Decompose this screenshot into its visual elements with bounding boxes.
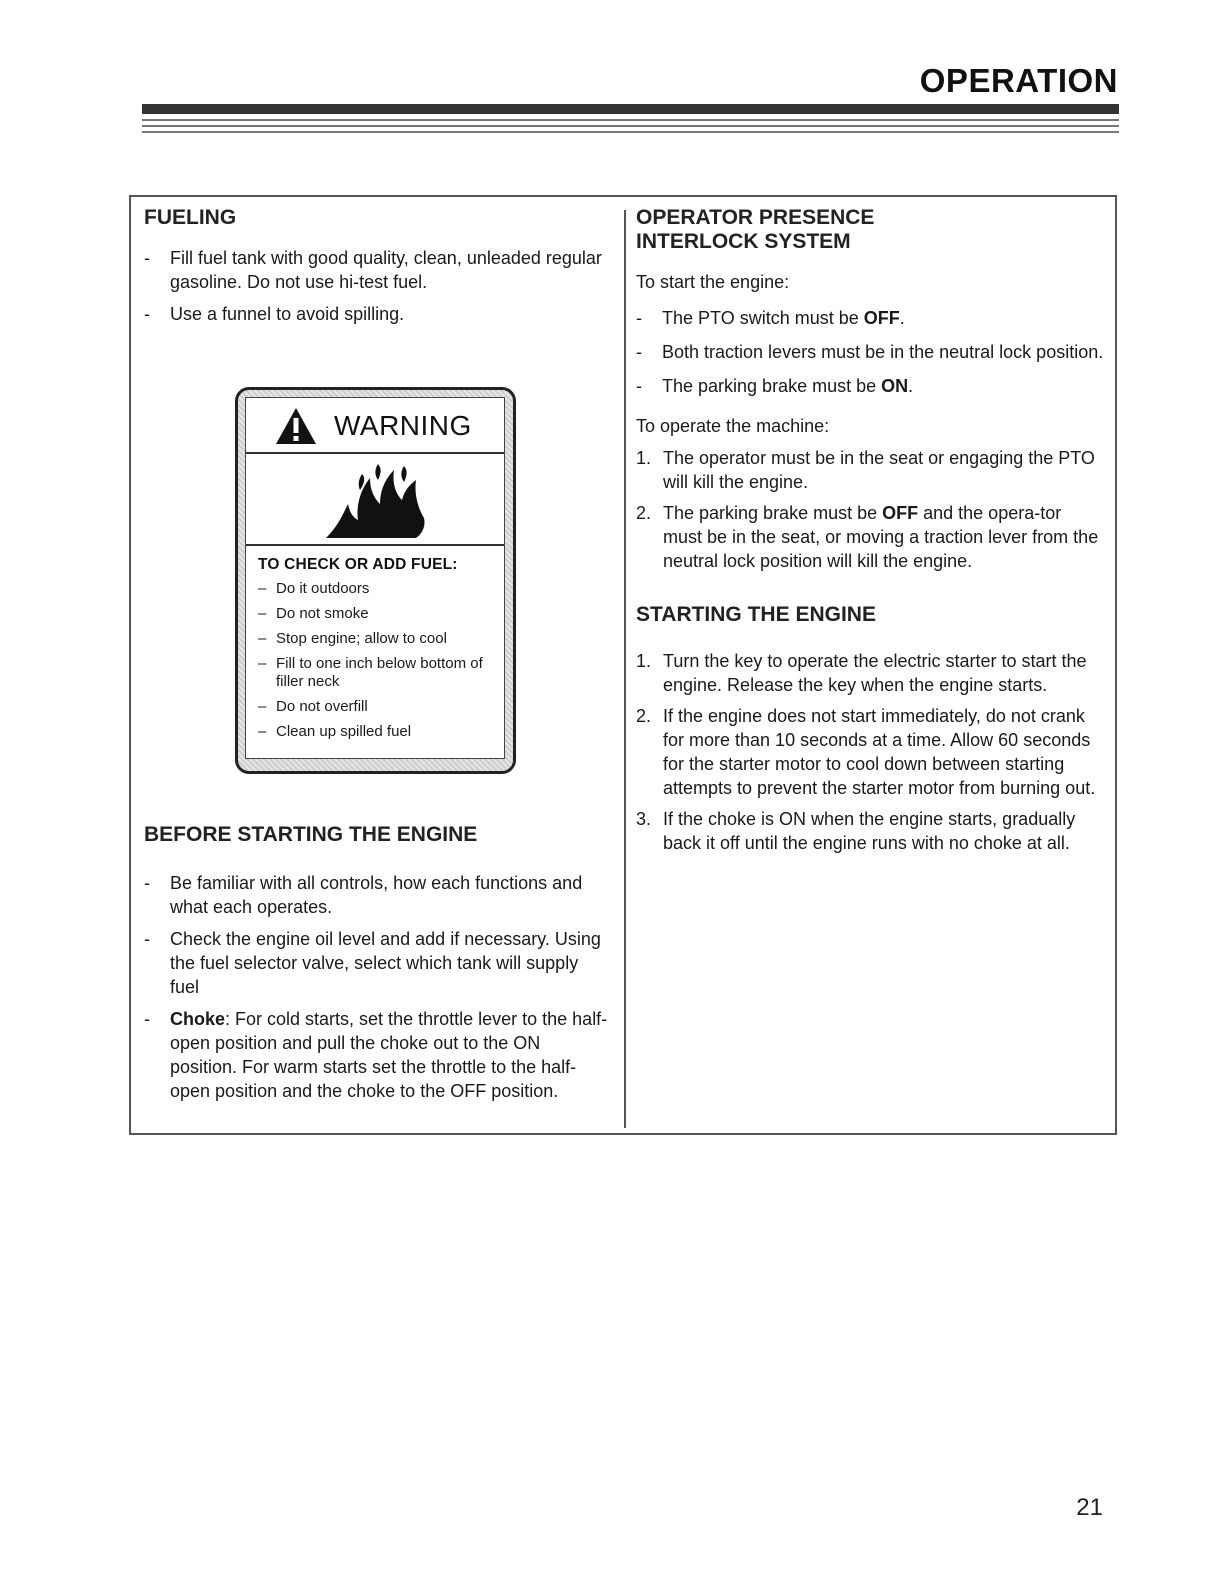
choke-label: Choke xyxy=(170,1009,226,1029)
column-divider xyxy=(624,210,626,1128)
list-item: – Do not smoke xyxy=(258,605,498,623)
text: . xyxy=(908,376,914,396)
operate-conditions-list xyxy=(636,446,1104,573)
item-number: 1. xyxy=(636,448,652,468)
list-item xyxy=(144,1007,612,1103)
item-number: 2. xyxy=(636,706,652,726)
list-item: – Do it outdoors xyxy=(258,580,498,598)
text: . xyxy=(899,308,905,328)
warning-triangle-icon xyxy=(274,406,318,446)
interlock-heading-line1: OPERATOR PRESENCE xyxy=(636,206,875,229)
bold-text: OFF xyxy=(863,308,900,328)
item-number: 1. xyxy=(636,651,652,671)
list-item: - Use a funnel to avoid spilling. xyxy=(144,302,612,326)
list-item: – Fill to one inch below bottom of filler neck xyxy=(258,655,498,691)
warning-subhead: TO CHECK OR ADD FUEL: xyxy=(258,556,458,573)
text: The parking brake must be xyxy=(662,376,882,396)
text: The parking brake must be xyxy=(663,503,883,523)
page-number: 21 xyxy=(1076,1494,1103,1521)
start-intro: To start the engine: xyxy=(636,272,790,292)
list-item: - Fill fuel tank with good quality, clean, unleaded regular gasoline. Do not use hi-test fuel. xyxy=(144,246,612,294)
page-title: OPERATION xyxy=(919,62,1118,99)
list-item xyxy=(636,374,1104,398)
warning-body xyxy=(258,556,498,748)
list-item xyxy=(636,704,1104,800)
header-rule-thick xyxy=(142,104,1119,114)
text: The operator must be in the seat or engaging the PTO will kill the engine. xyxy=(663,448,1095,492)
list-item xyxy=(636,807,1104,855)
bold-text: OFF xyxy=(882,503,919,523)
list-item: - Check the engine oil level and add if necessary. Using the fuel selector valve, select which tank will supply fuel xyxy=(144,927,612,999)
warning-header xyxy=(246,398,504,454)
header-rule-thin xyxy=(142,131,1119,133)
bold-text: ON xyxy=(881,376,909,396)
before-starting-heading: BEFORE STARTING THE ENGINE xyxy=(144,823,478,846)
text: If the engine does not start immediately, do not crank for more than 10 seconds at a time. Allow 60 seconds for the starter motor to cool down between starting attempts to prevent the starter motor from burning out. xyxy=(663,706,1096,798)
interlock-heading-line2: INTERLOCK SYSTEM xyxy=(636,230,851,253)
list-item: – Stop engine; allow to cool xyxy=(258,630,498,648)
list-item xyxy=(636,306,1104,330)
item-number: 3. xyxy=(636,809,652,829)
warning-label-inner xyxy=(245,397,505,759)
list-item: - Be familiar with all controls, how each functions and what each operates. xyxy=(144,871,612,919)
text: and the opera-tor must be in the seat, or moving a traction lever from the neutral lock position will kill the engine. xyxy=(663,503,1099,571)
flame-icon xyxy=(318,460,430,540)
choke-text: : For cold starts, set the throttle lever to the half-open position and pull the choke out to the ON position. For warm starts set the throttle to the half-open position and the choke to the OFF position. xyxy=(170,1009,608,1101)
warning-list xyxy=(258,580,498,741)
interlock-heading xyxy=(636,206,1104,254)
before-starting-list xyxy=(144,871,612,1103)
header-rule-thin xyxy=(142,119,1119,121)
item-number: 2. xyxy=(636,503,652,523)
fueling-list xyxy=(144,246,612,326)
right-column xyxy=(636,206,1104,862)
starting-heading: STARTING THE ENGINE xyxy=(636,603,876,626)
list-item: - Both traction levers must be in the neutral lock position. xyxy=(636,340,1104,364)
header-rule-thin xyxy=(142,125,1119,127)
text: Turn the key to operate the electric starter to start the engine. Release the key when the engine starts. xyxy=(663,651,1087,695)
starting-steps-list xyxy=(636,649,1104,855)
list-item xyxy=(636,446,1104,494)
list-item: – Clean up spilled fuel xyxy=(258,723,498,741)
text: The PTO switch must be xyxy=(662,308,864,328)
warning-title: WARNING xyxy=(334,410,472,441)
text: If the choke is ON when the engine starts, gradually back it off until the engine runs with no choke at all. xyxy=(663,809,1076,853)
start-conditions-list xyxy=(636,306,1104,398)
list-item xyxy=(636,649,1104,697)
operate-intro: To operate the machine: xyxy=(636,416,830,436)
flame-pictogram xyxy=(246,454,504,546)
list-item: – Do not overfill xyxy=(258,698,498,716)
list-item xyxy=(636,501,1104,573)
fueling-heading: FUELING xyxy=(144,206,237,229)
